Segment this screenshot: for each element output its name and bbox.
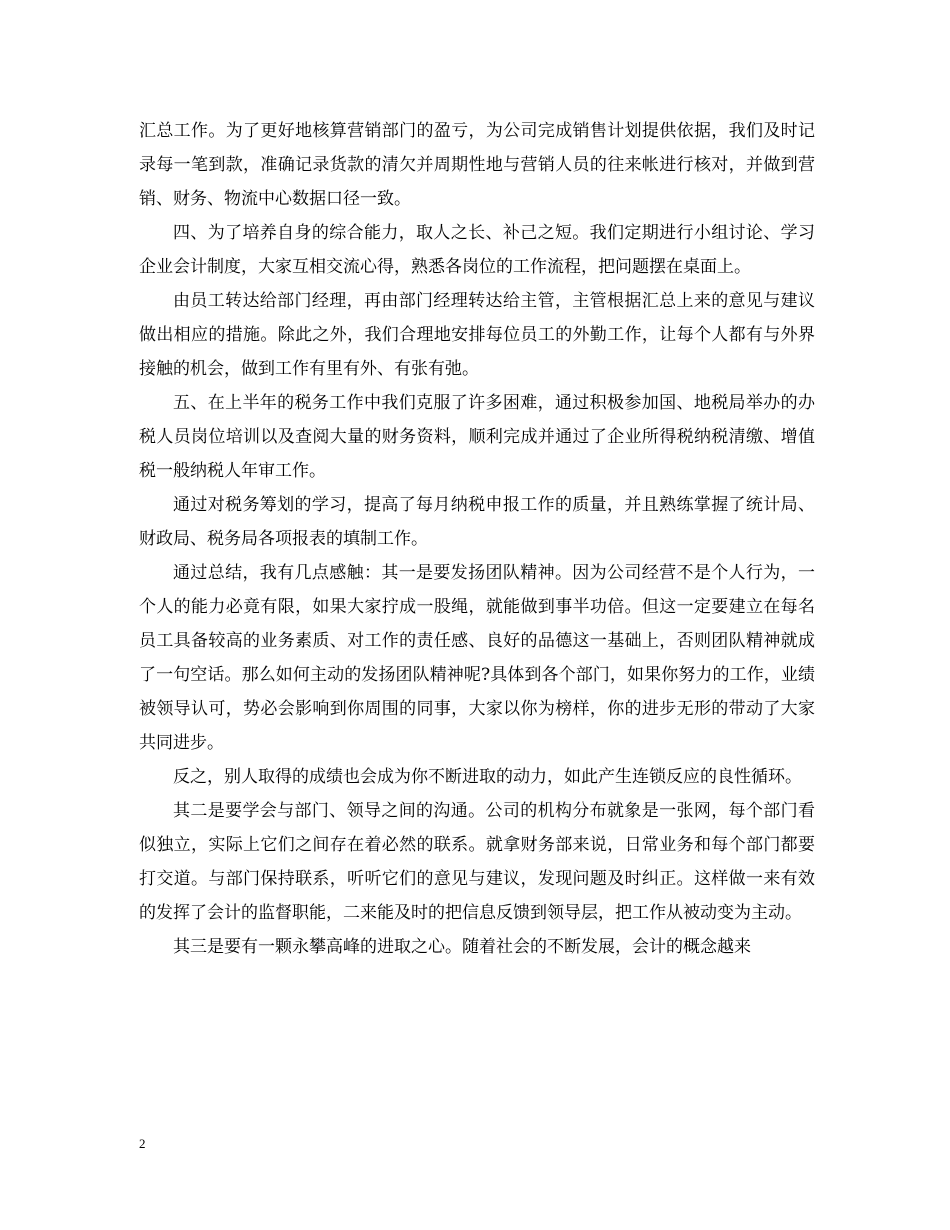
- paragraph: 其三是要有一颗永攀高峰的进取之心。随着社会的不断发展，会计的概念越来: [173, 937, 751, 957]
- paragraph: 汇总工作。为了更好地核算营销部门的盈亏，为公司完成销售计划提供依据，我们及时记录每一笔到款，准确记录货款的清欠并周期性地与营销人员的往来帐进行核对，并做到营销、财务、物流中心数据口径一致。: [139, 121, 815, 209]
- paragraph: 通过对税务筹划的学习，提高了每月纳税申报工作的质量，并且熟练掌握了统计局、财政局、税务局各项报表的填制工作。: [139, 495, 815, 549]
- paragraph: 四、为了培养自身的综合能力，取人之长、补己之短。我们定期进行小组讨论、学习企业会计制度，大家互相交流心得，熟悉各岗位的工作流程，把问题摆在桌面上。: [139, 223, 815, 277]
- paragraph: 反之，别人取得的成绩也会成为你不断进取的动力，如此产生连锁反应的良性循环。: [173, 767, 802, 787]
- paragraph: 五、在上半年的税务工作中我们克服了许多困难，通过积极参加国、地税局举办的办税人员岗位培训以及查阅大量的财务资料，顺利完成并通过了企业所得税纳税清缴、增值税一般纳税人年审工作。: [139, 393, 815, 481]
- paragraph: 其二是要学会与部门、领导之间的沟通。公司的机构分布就象是一张网，每个部门看似独立，实际上它们之间存在着必然的联系。就拿财务部来说，日常业务和每个部门都要打交道。与部门保持联系，听听它们的意见与建议，发现问题及时纠正。这样做一来有效的发挥了会计的监督职能，二来能及时的把信息反馈到领导层，把工作从被动变为主动。: [139, 801, 815, 923]
- paragraph: 由员工转达给部门经理，再由部门经理转达给主管，主管根据汇总上来的意见与建议做出相应的措施。除此之外，我们合理地安排每位员工的外勤工作，让每个人都有与外界接触的机会，做到工作有里有外、有张有弛。: [139, 291, 815, 379]
- page-number: 2: [139, 1136, 146, 1151]
- paragraph: 通过总结，我有几点感触：其一是要发扬团队精神。因为公司经营不是个人行为，一个人的能力必竟有限，如果大家拧成一股绳，就能做到事半功倍。但这一定要建立在每名员工具备较高的业务素质、对工作的责任感、良好的品德这一基础上，否则团队精神就成了一句空话。那么如何主动的发扬团队精神呢?具体到各个部门，如果你努力的工作，业绩被领导认可，势必会影响到你周围的同事，大家以你为榜样，你的进步无形的带动了大家共同进步。: [139, 563, 815, 753]
- document-body: [139, 114, 815, 964]
